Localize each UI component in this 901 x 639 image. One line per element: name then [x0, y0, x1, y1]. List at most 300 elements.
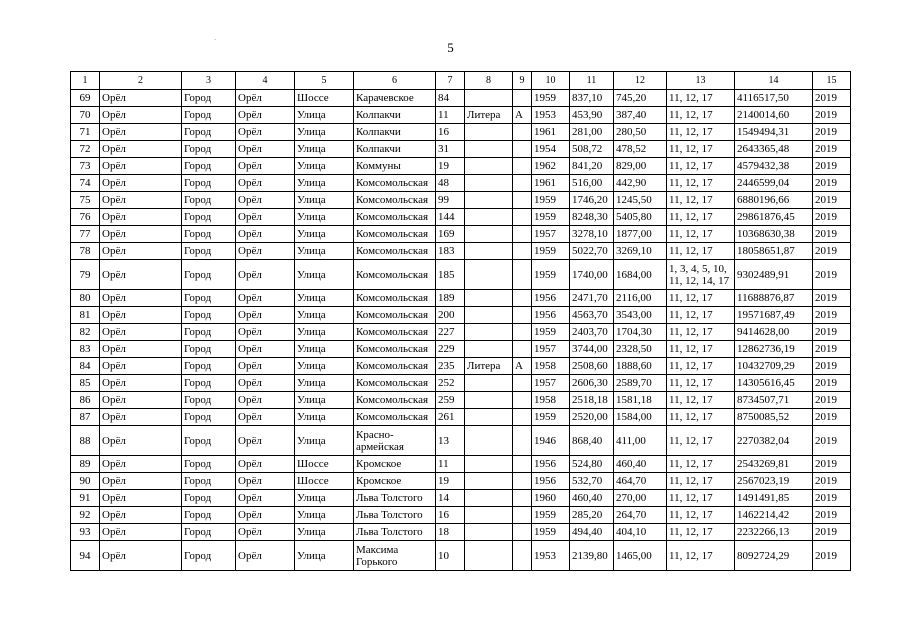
table-cell-col-1: 82	[71, 324, 100, 341]
table-cell-col-3: Город	[182, 358, 236, 375]
table-cell-col-15: 2019	[813, 409, 851, 426]
table-cell-col-4: Орёл	[236, 541, 295, 571]
table-cell-col-13: 11, 12, 17	[667, 226, 735, 243]
table-cell-col-2: Орёл	[100, 507, 182, 524]
table-cell-col-12: 3269,10	[614, 243, 667, 260]
table-cell-col-3: Город	[182, 524, 236, 541]
table-cell-col-6: Комсомольская	[354, 192, 436, 209]
table-cell-col-3: Город	[182, 341, 236, 358]
table-cell-col-7: 235	[436, 358, 465, 375]
table-row	[71, 409, 851, 426]
table-cell-col-8	[465, 392, 513, 409]
table-cell-col-13: 11, 12, 17	[667, 243, 735, 260]
table-cell-col-3: Город	[182, 192, 236, 209]
table-cell-col-1: 93	[71, 524, 100, 541]
table-cell-col-5: Шоссе	[295, 456, 354, 473]
table-cell-col-8	[465, 426, 513, 456]
table-cell-col-14: 11688876,87	[735, 290, 813, 307]
table-cell-col-7: 13	[436, 426, 465, 456]
table-cell-col-11: 868,40	[570, 426, 614, 456]
table-cell-col-5: Улица	[295, 158, 354, 175]
table-cell-col-11: 3744,00	[570, 341, 614, 358]
table-cell-col-15: 2019	[813, 192, 851, 209]
table-cell-col-8	[465, 290, 513, 307]
table-cell-col-8: Литера	[465, 358, 513, 375]
table-cell-col-2: Орёл	[100, 341, 182, 358]
table-row	[71, 375, 851, 392]
table-cell-col-3: Город	[182, 456, 236, 473]
table-cell-col-8	[465, 375, 513, 392]
table-cell-col-10: 1959	[532, 209, 570, 226]
table-row	[71, 358, 851, 375]
table-cell-col-1: 79	[71, 260, 100, 290]
table-cell-col-8	[465, 158, 513, 175]
table-cell-col-12: 270,00	[614, 490, 667, 507]
table-cell-col-11: 837,10	[570, 90, 614, 107]
table-cell-col-11: 281,00	[570, 124, 614, 141]
column-header-8: 8	[465, 72, 513, 90]
table-cell-col-6: Колпакчи	[354, 124, 436, 141]
table-cell-col-6: Колпакчи	[354, 141, 436, 158]
column-header-9: 9	[513, 72, 532, 90]
table-cell-col-10: 1957	[532, 341, 570, 358]
table-cell-col-10: 1957	[532, 375, 570, 392]
table-row	[71, 290, 851, 307]
table-cell-col-7: 99	[436, 192, 465, 209]
table-cell-col-15: 2019	[813, 473, 851, 490]
column-header-13: 13	[667, 72, 735, 90]
table-cell-col-15: 2019	[813, 426, 851, 456]
table-cell-col-7: 16	[436, 507, 465, 524]
table-cell-col-13: 11, 12, 17	[667, 375, 735, 392]
table-row	[71, 192, 851, 209]
table-cell-col-6: Комсомольская	[354, 341, 436, 358]
table-cell-col-2: Орёл	[100, 456, 182, 473]
table-cell-col-12: 387,40	[614, 107, 667, 124]
table-cell-col-11: 841,20	[570, 158, 614, 175]
table-cell-col-8	[465, 341, 513, 358]
table-cell-col-13: 11, 12, 17	[667, 473, 735, 490]
table-cell-col-9: А	[513, 107, 532, 124]
table-cell-col-4: Орёл	[236, 507, 295, 524]
table-cell-col-11: 524,80	[570, 456, 614, 473]
table-row	[71, 426, 851, 456]
table-cell-col-2: Орёл	[100, 226, 182, 243]
table-cell-col-2: Орёл	[100, 409, 182, 426]
table-cell-col-9	[513, 409, 532, 426]
table-cell-col-13: 11, 12, 17	[667, 490, 735, 507]
table-cell-col-15: 2019	[813, 124, 851, 141]
table-cell-col-6: Колпакчи	[354, 107, 436, 124]
table-cell-col-8	[465, 409, 513, 426]
table-row	[71, 507, 851, 524]
table-cell-col-6: Комсомольская	[354, 307, 436, 324]
table-cell-col-10: 1959	[532, 260, 570, 290]
table-cell-col-3: Город	[182, 490, 236, 507]
table-cell-col-12: 1888,60	[614, 358, 667, 375]
table-cell-col-6: Льва Толстого	[354, 524, 436, 541]
table-cell-col-10: 1957	[532, 226, 570, 243]
table-cell-col-5: Улица	[295, 426, 354, 456]
table-cell-col-4: Орёл	[236, 473, 295, 490]
table-cell-col-1: 88	[71, 426, 100, 456]
table-cell-col-5: Улица	[295, 524, 354, 541]
table-cell-col-5: Улица	[295, 358, 354, 375]
table-cell-col-12: 1581,18	[614, 392, 667, 409]
table-cell-col-3: Город	[182, 90, 236, 107]
table-cell-col-7: 31	[436, 141, 465, 158]
table-cell-col-9	[513, 290, 532, 307]
table-cell-col-1: 86	[71, 392, 100, 409]
table-cell-col-6: Комсомольская	[354, 392, 436, 409]
table-cell-col-2: Орёл	[100, 192, 182, 209]
table-cell-col-2: Орёл	[100, 524, 182, 541]
table-cell-col-15: 2019	[813, 456, 851, 473]
table-cell-col-2: Орёл	[100, 375, 182, 392]
table-cell-col-3: Город	[182, 375, 236, 392]
table-cell-col-7: 16	[436, 124, 465, 141]
table-cell-col-8	[465, 473, 513, 490]
table-cell-col-14: 2643365,48	[735, 141, 813, 158]
table-cell-col-12: 460,40	[614, 456, 667, 473]
table-cell-col-4: Орёл	[236, 260, 295, 290]
table-cell-col-4: Орёл	[236, 290, 295, 307]
table-cell-col-1: 84	[71, 358, 100, 375]
table-cell-col-15: 2019	[813, 290, 851, 307]
table-cell-col-7: 229	[436, 341, 465, 358]
table-cell-col-5: Улица	[295, 307, 354, 324]
table-cell-col-15: 2019	[813, 307, 851, 324]
table-cell-col-10: 1961	[532, 124, 570, 141]
table-cell-col-5: Улица	[295, 260, 354, 290]
table-cell-col-13: 11, 12, 17	[667, 507, 735, 524]
table-cell-col-5: Улица	[295, 192, 354, 209]
table-row	[71, 307, 851, 324]
table-cell-col-13: 11, 12, 17	[667, 192, 735, 209]
table-cell-col-6: Комсомольская	[354, 409, 436, 426]
table-cell-col-7: 19	[436, 158, 465, 175]
table-cell-col-13: 11, 12, 17	[667, 456, 735, 473]
table-cell-col-8	[465, 141, 513, 158]
table-cell-col-9	[513, 307, 532, 324]
table-cell-col-6: Комсомольская	[354, 324, 436, 341]
table-cell-col-15: 2019	[813, 341, 851, 358]
table-cell-col-2: Орёл	[100, 358, 182, 375]
table-cell-col-13: 11, 12, 17	[667, 175, 735, 192]
table-cell-col-6: Льва Толстого	[354, 490, 436, 507]
table-cell-col-5: Улица	[295, 409, 354, 426]
table-cell-col-5: Улица	[295, 226, 354, 243]
table-cell-col-11: 1746,20	[570, 192, 614, 209]
table-cell-col-14: 19571687,49	[735, 307, 813, 324]
table-cell-col-10: 1953	[532, 107, 570, 124]
table-cell-col-1: 85	[71, 375, 100, 392]
table-cell-col-15: 2019	[813, 175, 851, 192]
table-cell-col-5: Улица	[295, 124, 354, 141]
table-cell-col-15: 2019	[813, 375, 851, 392]
table-row	[71, 324, 851, 341]
table-cell-col-1: 69	[71, 90, 100, 107]
table-cell-col-12: 1704,30	[614, 324, 667, 341]
table-cell-col-9	[513, 375, 532, 392]
table-cell-col-5: Улица	[295, 375, 354, 392]
table-cell-col-14: 2270382,04	[735, 426, 813, 456]
table-cell-col-5: Улица	[295, 392, 354, 409]
table-cell-col-9	[513, 473, 532, 490]
table-cell-col-2: Орёл	[100, 243, 182, 260]
table-cell-col-11: 508,72	[570, 141, 614, 158]
table-cell-col-15: 2019	[813, 392, 851, 409]
table-cell-col-13: 1, 3, 4, 5, 10, 11, 12, 14, 17	[667, 260, 735, 290]
table-cell-col-13: 11, 12, 17	[667, 158, 735, 175]
table-cell-col-7: 84	[436, 90, 465, 107]
table-cell-col-5: Улица	[295, 107, 354, 124]
table-cell-col-14: 2446599,04	[735, 175, 813, 192]
table-cell-col-2: Орёл	[100, 90, 182, 107]
table-body	[71, 90, 851, 571]
table-cell-col-5: Улица	[295, 341, 354, 358]
table-cell-col-14: 29861876,45	[735, 209, 813, 226]
table-cell-col-7: 10	[436, 541, 465, 571]
table-cell-col-9	[513, 490, 532, 507]
table-cell-col-12: 280,50	[614, 124, 667, 141]
table-cell-col-9	[513, 541, 532, 571]
table-cell-col-9	[513, 90, 532, 107]
table-cell-col-9	[513, 426, 532, 456]
table-cell-col-9	[513, 243, 532, 260]
table-cell-col-7: 48	[436, 175, 465, 192]
table-cell-col-4: Орёл	[236, 243, 295, 260]
table-cell-col-9	[513, 456, 532, 473]
table-cell-col-15: 2019	[813, 524, 851, 541]
table-cell-col-8	[465, 175, 513, 192]
table-cell-col-1: 70	[71, 107, 100, 124]
table-cell-col-13: 11, 12, 17	[667, 324, 735, 341]
table-cell-col-7: 144	[436, 209, 465, 226]
table-cell-col-2: Орёл	[100, 426, 182, 456]
table-cell-col-15: 2019	[813, 209, 851, 226]
table-cell-col-4: Орёл	[236, 141, 295, 158]
table-cell-col-3: Город	[182, 290, 236, 307]
table-cell-col-5: Улица	[295, 141, 354, 158]
table-cell-col-10: 1954	[532, 141, 570, 158]
table-cell-col-15: 2019	[813, 90, 851, 107]
table-cell-col-6: Комсомольская	[354, 243, 436, 260]
table-cell-col-12: 1245,50	[614, 192, 667, 209]
table-cell-col-1: 73	[71, 158, 100, 175]
table-cell-col-8	[465, 260, 513, 290]
table-row	[71, 90, 851, 107]
table-cell-col-10: 1959	[532, 507, 570, 524]
table-cell-col-7: 183	[436, 243, 465, 260]
table-cell-col-2: Орёл	[100, 324, 182, 341]
table-cell-col-11: 2403,70	[570, 324, 614, 341]
table-cell-col-11: 1740,00	[570, 260, 614, 290]
table-cell-col-7: 252	[436, 375, 465, 392]
table-cell-col-9	[513, 324, 532, 341]
table-cell-col-6: Комсомольская	[354, 226, 436, 243]
table-cell-col-8	[465, 307, 513, 324]
table-cell-col-2: Орёл	[100, 209, 182, 226]
table-cell-col-10: 1956	[532, 473, 570, 490]
table-cell-col-13: 11, 12, 17	[667, 209, 735, 226]
table-cell-col-12: 442,90	[614, 175, 667, 192]
table-cell-col-12: 829,00	[614, 158, 667, 175]
table-cell-col-4: Орёл	[236, 307, 295, 324]
table-cell-col-11: 2139,80	[570, 541, 614, 571]
table-cell-col-8	[465, 192, 513, 209]
table-cell-col-15: 2019	[813, 541, 851, 571]
table-cell-col-14: 4116517,50	[735, 90, 813, 107]
table-cell-col-13: 11, 12, 17	[667, 341, 735, 358]
table-cell-col-3: Город	[182, 324, 236, 341]
table-cell-col-6: Льва Толстого	[354, 507, 436, 524]
table-cell-col-4: Орёл	[236, 209, 295, 226]
table-cell-col-4: Орёл	[236, 90, 295, 107]
table-cell-col-2: Орёл	[100, 158, 182, 175]
table-cell-col-10: 1959	[532, 324, 570, 341]
table-cell-col-8: Литера	[465, 107, 513, 124]
table-cell-col-3: Город	[182, 107, 236, 124]
table-cell-col-11: 494,40	[570, 524, 614, 541]
table-cell-col-10: 1961	[532, 175, 570, 192]
table-cell-col-5: Шоссе	[295, 473, 354, 490]
table-cell-col-14: 2140014,60	[735, 107, 813, 124]
table-cell-col-2: Орёл	[100, 175, 182, 192]
table-cell-col-12: 264,70	[614, 507, 667, 524]
table-cell-col-12: 2589,70	[614, 375, 667, 392]
table-cell-col-4: Орёл	[236, 375, 295, 392]
table-cell-col-14: 4579432,38	[735, 158, 813, 175]
table-cell-col-7: 14	[436, 490, 465, 507]
table-cell-col-10: 1962	[532, 158, 570, 175]
table-cell-col-10: 1958	[532, 392, 570, 409]
table-cell-col-14: 10432709,29	[735, 358, 813, 375]
table-cell-col-2: Орёл	[100, 124, 182, 141]
table-cell-col-8	[465, 226, 513, 243]
table-cell-col-8	[465, 324, 513, 341]
table-cell-col-15: 2019	[813, 260, 851, 290]
table-cell-col-13: 11, 12, 17	[667, 107, 735, 124]
table-cell-col-8	[465, 541, 513, 571]
table-cell-col-9	[513, 158, 532, 175]
table-cell-col-10: 1959	[532, 524, 570, 541]
table-cell-col-9	[513, 209, 532, 226]
table-cell-col-14: 12862736,19	[735, 341, 813, 358]
table-cell-col-14: 2567023,19	[735, 473, 813, 490]
table-cell-col-4: Орёл	[236, 409, 295, 426]
table-cell-col-6: Кромское	[354, 473, 436, 490]
table-cell-col-12: 404,10	[614, 524, 667, 541]
table-cell-col-11: 4563,70	[570, 307, 614, 324]
table-cell-col-5: Улица	[295, 507, 354, 524]
table-cell-col-7: 227	[436, 324, 465, 341]
table-cell-col-13: 11, 12, 17	[667, 290, 735, 307]
table-cell-col-3: Город	[182, 426, 236, 456]
table-cell-col-12: 1465,00	[614, 541, 667, 571]
table-cell-col-11: 2606,30	[570, 375, 614, 392]
table-cell-col-11: 453,90	[570, 107, 614, 124]
table-cell-col-9	[513, 124, 532, 141]
table-cell-col-14: 1491491,85	[735, 490, 813, 507]
table-cell-col-6: Карачевское	[354, 90, 436, 107]
table-cell-col-12: 2116,00	[614, 290, 667, 307]
table-cell-col-12: 2328,50	[614, 341, 667, 358]
table-cell-col-6: Комсомольская	[354, 375, 436, 392]
table-cell-col-11: 2508,60	[570, 358, 614, 375]
table-cell-col-10: 1953	[532, 541, 570, 571]
table-cell-col-15: 2019	[813, 107, 851, 124]
column-header-5: 5	[295, 72, 354, 90]
column-header-1: 1	[71, 72, 100, 90]
table-cell-col-13: 11, 12, 17	[667, 409, 735, 426]
table-cell-col-15: 2019	[813, 507, 851, 524]
table-cell-col-10: 1958	[532, 358, 570, 375]
column-header-6: 6	[354, 72, 436, 90]
table-cell-col-9	[513, 341, 532, 358]
table-cell-col-7: 189	[436, 290, 465, 307]
table-cell-col-14: 1549494,31	[735, 124, 813, 141]
column-header-14: 14	[735, 72, 813, 90]
table-row	[71, 392, 851, 409]
table-cell-col-11: 2471,70	[570, 290, 614, 307]
table-cell-col-6: Максима Горького	[354, 541, 436, 571]
table-cell-col-15: 2019	[813, 324, 851, 341]
table-cell-col-13: 11, 12, 17	[667, 426, 735, 456]
table-cell-col-13: 11, 12, 17	[667, 307, 735, 324]
table-cell-col-6: Комсомольская	[354, 260, 436, 290]
table-cell-col-1: 76	[71, 209, 100, 226]
table-cell-col-11: 532,70	[570, 473, 614, 490]
table-row	[71, 175, 851, 192]
table-cell-col-3: Город	[182, 541, 236, 571]
table-cell-col-15: 2019	[813, 141, 851, 158]
table-row	[71, 473, 851, 490]
table-cell-col-4: Орёл	[236, 341, 295, 358]
table-cell-col-5: Улица	[295, 324, 354, 341]
table-cell-col-1: 90	[71, 473, 100, 490]
table-cell-col-13: 11, 12, 17	[667, 358, 735, 375]
table-cell-col-5: Улица	[295, 490, 354, 507]
table-row	[71, 260, 851, 290]
table-cell-col-12: 464,70	[614, 473, 667, 490]
table-cell-col-4: Орёл	[236, 456, 295, 473]
column-header-7: 7	[436, 72, 465, 90]
table-cell-col-1: 78	[71, 243, 100, 260]
table-cell-col-14: 10368630,38	[735, 226, 813, 243]
table-cell-col-13: 11, 12, 17	[667, 541, 735, 571]
table-cell-col-5: Шоссе	[295, 90, 354, 107]
table-cell-col-8	[465, 507, 513, 524]
table-cell-col-15: 2019	[813, 490, 851, 507]
table-cell-col-4: Орёл	[236, 124, 295, 141]
table-cell-col-13: 11, 12, 17	[667, 392, 735, 409]
table-cell-col-3: Город	[182, 124, 236, 141]
table-cell-col-4: Орёл	[236, 175, 295, 192]
table-cell-col-14: 8750085,52	[735, 409, 813, 426]
table-row	[71, 107, 851, 124]
table-cell-col-7: 11	[436, 107, 465, 124]
table-cell-col-5: Улица	[295, 175, 354, 192]
table-cell-col-8	[465, 524, 513, 541]
table-cell-col-8	[465, 243, 513, 260]
table-cell-col-1: 92	[71, 507, 100, 524]
table-cell-col-10: 1959	[532, 243, 570, 260]
table-cell-col-1: 87	[71, 409, 100, 426]
table-cell-col-5: Улица	[295, 243, 354, 260]
table-cell-col-7: 261	[436, 409, 465, 426]
table-cell-col-2: Орёл	[100, 490, 182, 507]
